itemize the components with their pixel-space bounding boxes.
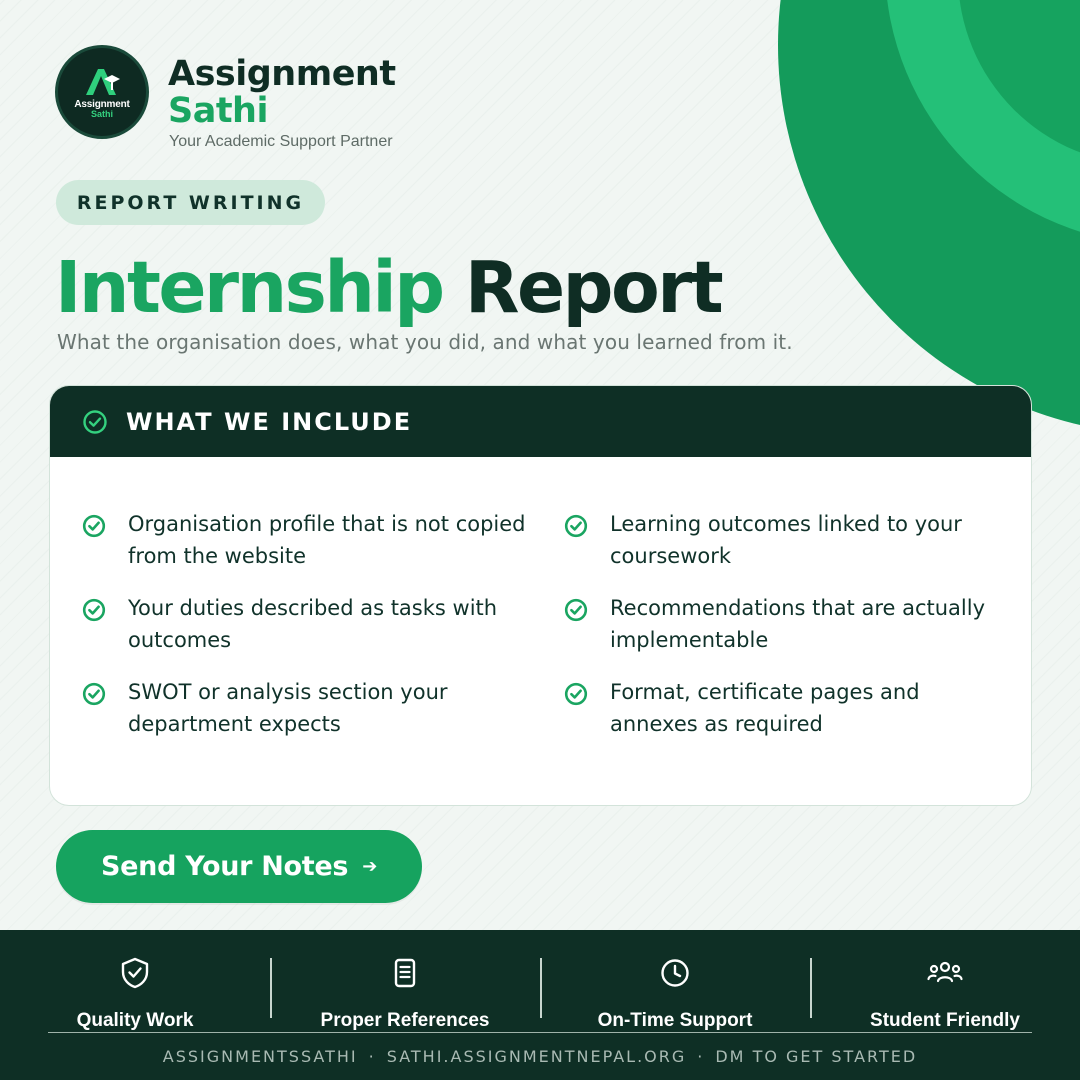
title-part-2: Report [464, 246, 722, 329]
check-circle-icon [82, 598, 106, 622]
brand-name-line1: Assignment [168, 54, 396, 94]
page-title [55, 246, 721, 330]
footer-divider [810, 958, 812, 1018]
title-part-1: Internship [55, 246, 443, 329]
clock-icon [659, 957, 691, 989]
check-circle-icon [82, 409, 108, 435]
logo-text-1: Assignment [74, 99, 130, 110]
brand-name-line2: Sathi [168, 91, 268, 131]
arrow-right-icon: ➔ [362, 855, 377, 877]
feature-item [82, 592, 564, 656]
card-header-title: WHAT WE INCLUDE [126, 407, 413, 436]
shield-check-icon [119, 956, 151, 990]
feature-item [564, 592, 994, 656]
check-circle-icon [564, 514, 588, 538]
footer-label: Quality Work [76, 1010, 194, 1031]
send-notes-button[interactable] [56, 830, 422, 903]
features-card [49, 385, 1032, 806]
footer-item-support [540, 956, 810, 1034]
check-circle-icon [564, 682, 588, 706]
footer-item-quality [0, 956, 270, 1034]
footer-item-references [270, 956, 540, 1034]
footer-separator-line [48, 1032, 1032, 1033]
footer-divider [540, 958, 542, 1018]
footer-label: On-Time Support [597, 1010, 753, 1031]
logo-a-icon [82, 65, 122, 97]
separator-dot: · [368, 1047, 376, 1066]
check-circle-icon [564, 598, 588, 622]
users-icon [926, 958, 964, 988]
footer [0, 930, 1080, 1080]
features-list [82, 508, 1012, 740]
brand-logo [55, 45, 149, 139]
page-subtitle: What the organisation does, what you did, and what you learned from it. [57, 330, 793, 354]
feature-text: Learning outcomes linked to your coursework [610, 512, 962, 568]
dm-call-to-action: DM TO GET STARTED [715, 1047, 918, 1066]
footer-item-student [810, 956, 1080, 1034]
footer-label: Proper References [320, 1010, 490, 1031]
footer-links [0, 1047, 1080, 1066]
website-link[interactable]: SATHI.ASSIGNMENTNEPAL.ORG [386, 1047, 687, 1066]
send-notes-label: Send Your Notes [101, 851, 349, 882]
category-badge: REPORT WRITING [56, 180, 325, 225]
brand-tagline: Your Academic Support Partner [169, 133, 393, 150]
check-circle-icon [82, 682, 106, 706]
footer-divider [270, 958, 272, 1018]
feature-item [82, 676, 564, 740]
feature-text: Recommendations that are actually implementable [610, 596, 986, 652]
footer-label: Student Friendly [870, 1010, 1020, 1031]
separator-dot: · [697, 1047, 705, 1066]
feature-item [564, 676, 994, 740]
check-circle-icon [82, 514, 106, 538]
feature-item [564, 508, 994, 572]
feature-item [82, 508, 564, 572]
feature-text: Organisation profile that is not copied from the website [128, 512, 526, 568]
feature-text: Your duties described as tasks with outcomes [128, 596, 498, 652]
feature-text: Format, certificate pages and annexes as required [610, 680, 920, 736]
document-icon [392, 957, 418, 989]
card-header [50, 386, 1031, 457]
logo-text-2: Sathi [90, 109, 113, 119]
instagram-handle-link[interactable]: ASSIGNMENTSSATHI [162, 1047, 358, 1066]
feature-text: SWOT or analysis section your department expects [128, 680, 448, 736]
